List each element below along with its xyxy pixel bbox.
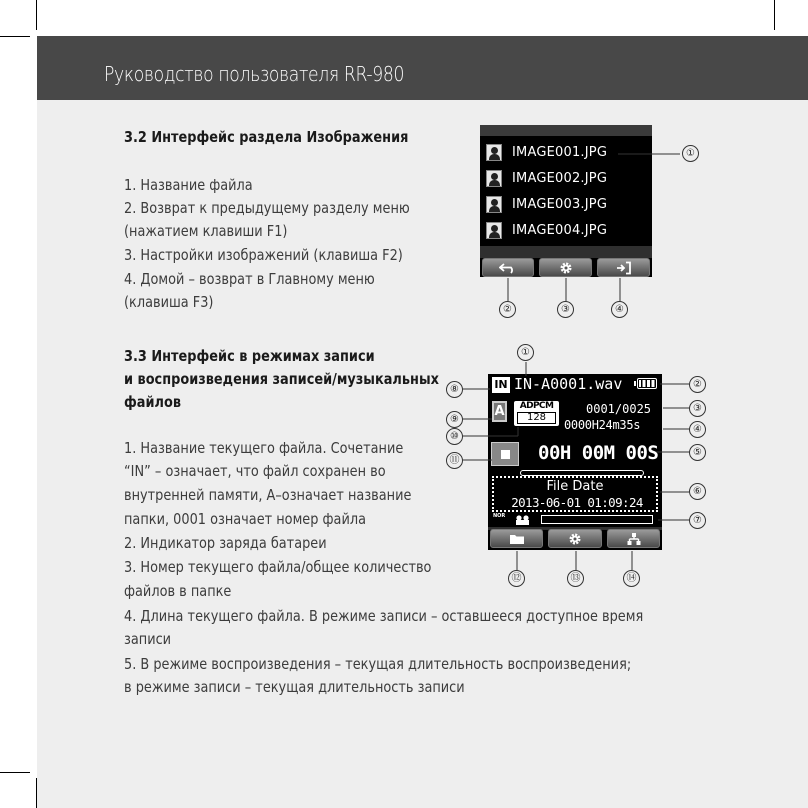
section-3-3-line: 5. В режиме воспроизведения – текущая длительность воспроизведения;: [124, 655, 632, 673]
callout-number: ⑤: [689, 444, 706, 461]
callout-number: ⑧: [446, 381, 463, 398]
elapsed-time: 00H 00M 00S: [538, 442, 659, 464]
section-3-3-line: папки, 0001 означает номер файла: [124, 510, 367, 528]
callout-number: ①: [517, 344, 534, 361]
file-counter: 0001/0025: [586, 402, 652, 416]
callout-number: ②: [499, 301, 516, 318]
section-3-3-line: “IN” – означает, что файл сохранен во: [124, 462, 386, 480]
section-3-2-line: (нажатием клавиши F1): [124, 222, 288, 240]
codec-label: ADPCM: [519, 401, 554, 411]
storage-indicator: IN: [492, 377, 510, 393]
callout-number: ⑥: [689, 483, 706, 500]
section-3-2-heading: 3.2 Интерфейс раздела Изображения: [124, 128, 409, 146]
section-3-3-line: файлов в папке: [124, 582, 232, 600]
callout-number: ③: [689, 400, 706, 417]
section-3-2-line: 4. Домой – возврат в Главному меню: [124, 270, 375, 288]
file-date-label: File Date: [546, 479, 604, 494]
section-3-2-line: 1. Название файла: [124, 176, 253, 194]
callout-number: ⑦: [689, 512, 706, 529]
file-name: IMAGE004.JPG: [512, 223, 608, 238]
callout-number: ②: [689, 376, 706, 393]
section-3-3-line: 1. Название текущего файла. Сочетание: [124, 439, 404, 457]
callout-number: ③: [557, 301, 574, 318]
callout-number: ⑪: [446, 452, 463, 469]
folder-indicator: A: [492, 401, 507, 422]
section-3-2-line: (клавиша F3): [124, 293, 214, 311]
section-3-3-heading: 3.3 Интерфейс в режимах записи: [124, 347, 375, 365]
bitrate-label: 128: [517, 412, 556, 424]
section-3-3-line: в режиме записи – текущая длительность записи: [124, 678, 465, 696]
file-name: IMAGE003.JPG: [512, 197, 608, 212]
callout-number: ⑬: [567, 570, 584, 587]
callout-number: ⑩: [446, 428, 463, 445]
record-mode-tag: NOR: [493, 513, 506, 519]
section-3-3-heading: и воспроизведения записей/музыкальных: [124, 370, 439, 388]
callout-number: ⑫: [508, 570, 525, 587]
page-title: Руководство пользователя RR-980: [104, 62, 405, 86]
callout-number: ④: [611, 301, 628, 318]
callout-number: ④: [689, 421, 706, 438]
section-3-3-line: 3. Номер текущего файла/общее количество: [124, 558, 432, 576]
section-3-3-line: 2. Индикатор заряда батареи: [124, 534, 327, 552]
section-3-2-line: 2. Возврат к предыдущему разделу меню: [124, 199, 410, 217]
section-3-3-heading: файлов: [124, 393, 182, 411]
file-length: 0000H24m35s: [564, 418, 641, 432]
callout-number: ⑭: [623, 570, 640, 587]
section-3-3-line: записи: [124, 630, 172, 648]
section-3-3-line: внутренней памяти, А–означает название: [124, 486, 412, 504]
file-name: IMAGE001.JPG: [512, 145, 608, 160]
section-3-2-line: 3. Настройки изображений (клавиша F2): [124, 246, 403, 264]
section-3-3-line: 4. Длина текущего файла. В режиме записи – оставшееся доступное время: [124, 607, 644, 625]
file-name: IMAGE002.JPG: [512, 171, 608, 186]
file-date-value: 2013-06-01 01:09:24: [511, 495, 643, 510]
callout-number: ⑨: [446, 411, 463, 428]
callout-number: ①: [682, 145, 699, 162]
current-filename: IN-A0001.wav: [514, 375, 623, 393]
